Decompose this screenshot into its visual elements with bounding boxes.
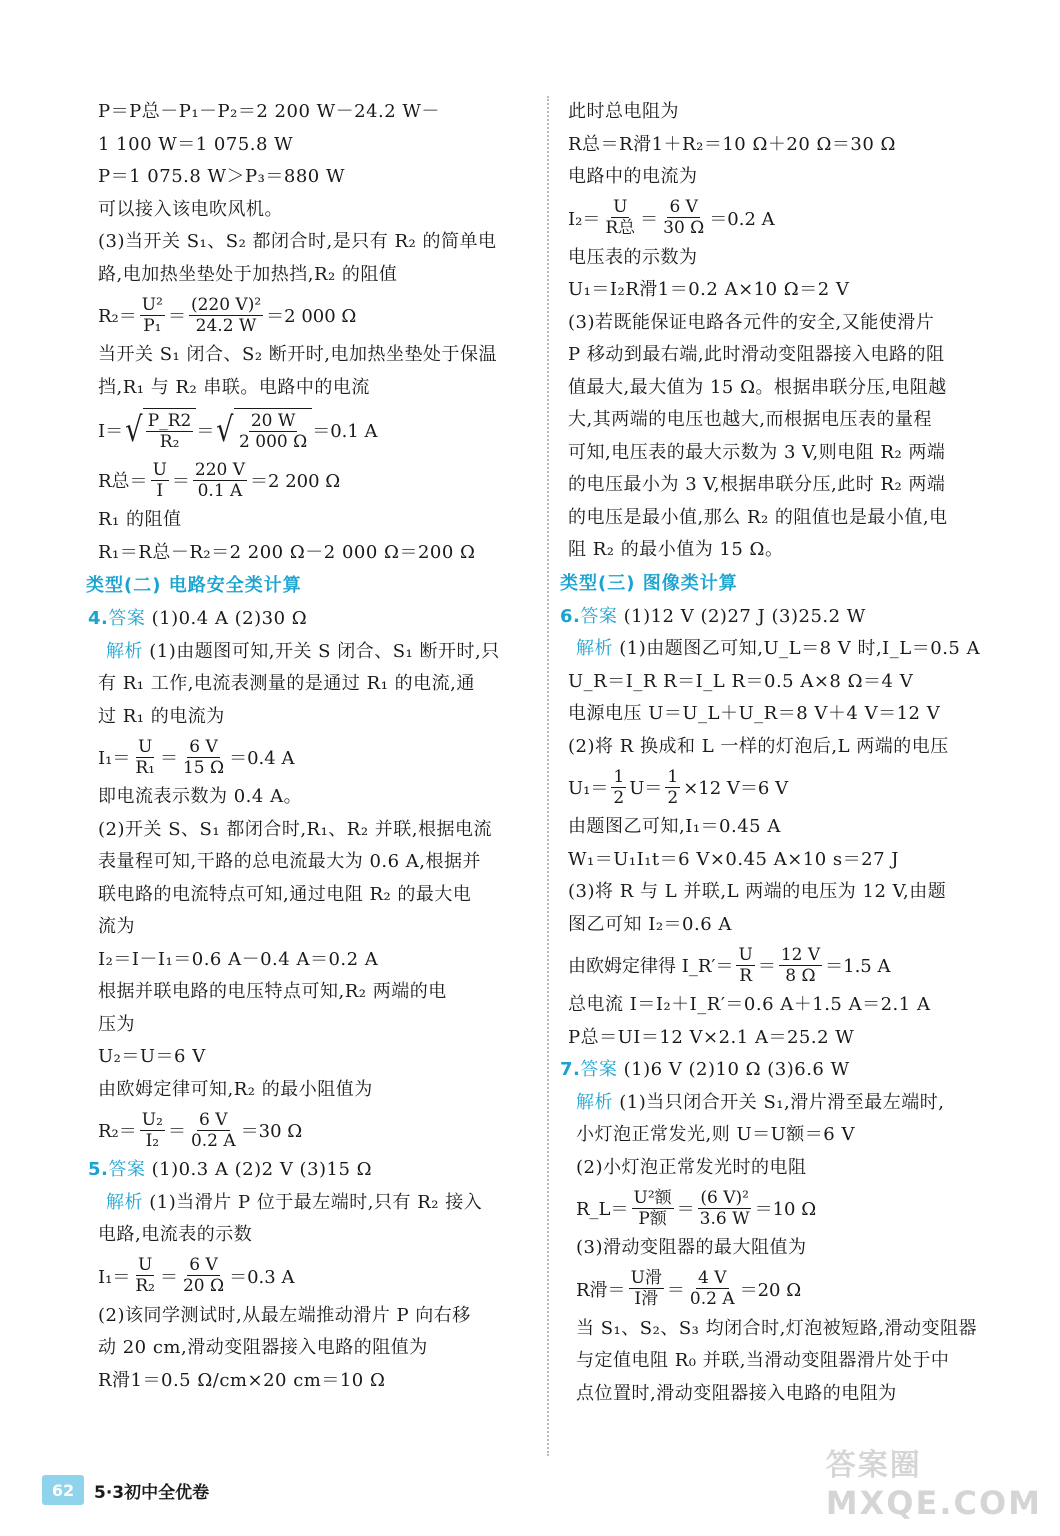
question-number: 7. bbox=[560, 1059, 581, 1080]
formula bbox=[568, 941, 1008, 989]
answer-text: (1)0.3 A (2)2 V (3)15 Ω bbox=[145, 1159, 373, 1180]
text-line: R₁ 的阻值 bbox=[98, 509, 182, 530]
fraction bbox=[133, 1255, 157, 1296]
text-line: P＝P总－P₁－P₂＝2 200 W－24.2 W－ bbox=[98, 101, 440, 122]
analysis-tag: 解析 bbox=[576, 1091, 613, 1113]
fraction bbox=[146, 411, 194, 452]
numerator: 1 bbox=[613, 766, 625, 787]
analysis-tag: 解析 bbox=[106, 640, 143, 662]
watermark-logo: 答案圈 bbox=[825, 1448, 922, 1483]
formula-rhs: ＝2 200 Ω bbox=[250, 471, 341, 492]
answer-tag: 答案 bbox=[108, 1159, 146, 1180]
formula bbox=[98, 1252, 530, 1300]
formula-lhs: U₁＝ bbox=[568, 778, 609, 799]
text-line: 由欧姆定律可知,R₂ 的最小阻值为 bbox=[98, 1078, 373, 1100]
fraction bbox=[237, 411, 309, 452]
text-line: 阻 R₂ 的最小值为 15 Ω。 bbox=[568, 539, 784, 560]
formula-lhs: 由欧姆定律得 I_R′＝ bbox=[568, 956, 734, 977]
text-line: U_R＝I_R R＝I_L R＝0.5 A×8 Ω＝4 V bbox=[568, 670, 914, 692]
text-line: 电路,电流表的示数 bbox=[98, 1224, 253, 1245]
analysis-line bbox=[568, 633, 1008, 666]
text-line: U₁＝I₂R滑1＝0.2 A×10 Ω＝2 V bbox=[568, 279, 850, 300]
question-number: 4. bbox=[88, 608, 109, 629]
numerator: (220 V)² bbox=[190, 294, 262, 315]
numerator: 1 bbox=[667, 766, 679, 787]
analysis-line bbox=[98, 636, 530, 669]
analysis-line bbox=[98, 1187, 530, 1220]
right-column bbox=[560, 96, 1008, 1410]
formula bbox=[98, 733, 530, 781]
numerator: U₂ bbox=[141, 1109, 163, 1130]
formula-rhs: ＝20 Ω bbox=[739, 1279, 802, 1301]
numerator: U bbox=[613, 197, 628, 217]
numerator: 12 V bbox=[780, 944, 821, 965]
denominator: 2 000 Ω bbox=[239, 432, 308, 452]
numerator: (6 V)² bbox=[700, 1187, 749, 1208]
text-line: (2)小灯泡正常发光时的电阻 bbox=[576, 1156, 807, 1178]
text-line: 的电压最小为 3 V,根据串联分压,此时 R₂ 两端 bbox=[568, 474, 946, 495]
denominator: 0.2 A bbox=[689, 1289, 735, 1309]
text-line: 由题图乙可知,I₁＝0.45 A bbox=[568, 816, 781, 837]
formula-rhs: ＝0.4 A bbox=[229, 748, 295, 769]
watermark-text: MXQE.COM bbox=[825, 1484, 1042, 1522]
denominator: I₂ bbox=[145, 1130, 160, 1151]
radicand bbox=[234, 408, 312, 452]
text-line: 电压表的示数为 bbox=[568, 246, 698, 268]
formula bbox=[98, 291, 530, 339]
text-line: 当 S₁、S₂、S₃ 均闭合时,灯泡被短路,滑动变阻器 bbox=[576, 1317, 978, 1339]
formula-rhs: ＝0.2 A bbox=[709, 208, 775, 230]
question-answer bbox=[88, 603, 530, 636]
question-number: 5. bbox=[88, 1159, 109, 1180]
numerator: P_R2 bbox=[147, 411, 192, 431]
formula bbox=[98, 456, 530, 504]
text-line: 根据并联电路的电压特点可知,R₂ 两端的电 bbox=[98, 981, 447, 1002]
question-answer bbox=[88, 1154, 530, 1187]
fraction bbox=[629, 1268, 664, 1309]
text-line: 图乙可知 I₂＝0.6 A bbox=[568, 913, 732, 935]
fraction bbox=[632, 1188, 674, 1229]
equals: ＝ bbox=[159, 1266, 178, 1288]
numerator: U²额 bbox=[633, 1187, 672, 1208]
denominator: I滑 bbox=[634, 1289, 659, 1309]
formula bbox=[568, 1265, 1008, 1313]
text-line: W₁＝U₁I₁t＝6 V×0.45 A×10 s＝27 J bbox=[568, 848, 900, 870]
numerator: U滑 bbox=[630, 1268, 662, 1288]
formula-lhs: R总＝ bbox=[98, 471, 148, 492]
formula bbox=[568, 763, 1008, 811]
text-line: 挡,R₁ 与 R₂ 串联。电路中的电流 bbox=[98, 376, 370, 398]
formula-lhs: R_L＝ bbox=[576, 1199, 629, 1220]
text-line: P总＝UI＝12 V×2.1 A＝25.2 W bbox=[568, 1026, 855, 1048]
equals: ＝ bbox=[757, 956, 776, 977]
denominator: R₂ bbox=[135, 1276, 155, 1296]
fraction bbox=[189, 295, 263, 336]
fraction bbox=[661, 197, 706, 238]
fraction bbox=[779, 945, 822, 986]
numerator: 6 V bbox=[189, 1255, 218, 1275]
text-line: R滑1＝0.5 Ω/cm×20 cm＝10 Ω bbox=[98, 1369, 386, 1391]
text-line: 的电压是最小值,那么 R₂ 的阻值也是最小值,电 bbox=[568, 506, 948, 528]
text-line: (2)开关 S、S₁ 都闭合时,R₁、R₂ 并联,根据电流 bbox=[98, 818, 493, 840]
question-number: 6. bbox=[560, 605, 581, 627]
equals: ＝ bbox=[159, 748, 178, 769]
denominator: 3.6 W bbox=[699, 1208, 750, 1229]
text-line: 小灯泡正常发光,则 U＝U额＝6 V bbox=[576, 1124, 855, 1145]
analysis-tag: 解析 bbox=[106, 1191, 143, 1213]
text-line: R总＝R滑1＋R₂＝10 Ω＋20 Ω＝30 Ω bbox=[568, 133, 896, 155]
text-line: 即电流表示数为 0.4 A。 bbox=[98, 786, 303, 807]
formula-lhs: R₂＝ bbox=[98, 1121, 137, 1142]
sqrt bbox=[123, 408, 196, 452]
formula-lhs: R₂＝ bbox=[98, 306, 137, 327]
numerator: 4 V bbox=[698, 1268, 727, 1288]
text-line: 电源电压 U＝U_L＋U_R＝8 V＋4 V＝12 V bbox=[568, 703, 941, 724]
denominator: P额 bbox=[638, 1208, 667, 1229]
fraction bbox=[181, 1255, 226, 1296]
numerator: U² bbox=[141, 294, 163, 315]
numerator: 20 W bbox=[250, 411, 296, 431]
denominator: 20 Ω bbox=[182, 1276, 225, 1296]
formula-lhs: R滑＝ bbox=[576, 1279, 626, 1301]
analysis-text: (1)当滑片 P 位于最左端时,只有 R₂ 接入 bbox=[143, 1191, 483, 1213]
analysis-text: (1)当只闭合开关 S₁,滑片滑至最左端时, bbox=[613, 1091, 945, 1113]
equals: ＝ bbox=[666, 1279, 685, 1301]
text-line: 点位置时,滑动变阻器接入电路的电阻为 bbox=[576, 1382, 897, 1404]
denominator: 2 bbox=[613, 787, 625, 808]
question-answer bbox=[560, 601, 1008, 634]
text-line: 电路中的电流为 bbox=[568, 166, 698, 187]
text-line: 与定值电阻 R₀ 并联,当滑动变阻器滑片处于中 bbox=[576, 1350, 950, 1371]
text-line: (2)该同学测试时,从最左端推动滑片 P 向右移 bbox=[98, 1304, 471, 1326]
text-line: 值最大,最大值为 15 Ω。根据串联分压,电阻越 bbox=[568, 376, 947, 398]
denominator: 15 Ω bbox=[182, 757, 225, 778]
text-line: I₂＝I－I₁＝0.6 A－0.4 A＝0.2 A bbox=[98, 948, 379, 970]
equals: ＝ bbox=[167, 306, 186, 327]
text-line: 当开关 S₁ 闭合、S₂ 断开时,电加热坐垫处于保温 bbox=[98, 344, 497, 365]
numerator: U bbox=[137, 736, 153, 757]
answer-text: (1)0.4 A (2)30 Ω bbox=[145, 608, 308, 629]
denominator: R₂ bbox=[159, 432, 180, 452]
fraction bbox=[133, 737, 157, 778]
denominator: R bbox=[739, 965, 753, 986]
formula-rhs: ×12 V＝6 V bbox=[683, 778, 789, 799]
formula-rhs: ＝0.3 A bbox=[229, 1266, 295, 1288]
fraction bbox=[665, 767, 680, 808]
book-title: 5·3初中全优卷 bbox=[94, 1482, 210, 1503]
denominator: 30 Ω bbox=[663, 218, 705, 238]
text-line: P＝1 075.8 W＞P₃＝880 W bbox=[98, 166, 345, 187]
denominator: 0.1 A bbox=[197, 480, 243, 501]
sqrt bbox=[214, 408, 312, 452]
text-line: 1 100 W＝1 075.8 W bbox=[98, 133, 294, 155]
analysis-text: (1)由题图可知,开关 S 闭合、S₁ 断开时,只 bbox=[143, 640, 500, 662]
numerator: 6 V bbox=[669, 197, 698, 217]
section-heading: 类型(二) 电路安全类计算 bbox=[86, 575, 302, 596]
text-line: 总电流 I＝I₂＋I_R′＝0.6 A＋1.5 A＝2.1 A bbox=[568, 994, 931, 1015]
equals: ＝ bbox=[640, 208, 659, 230]
fraction bbox=[140, 295, 165, 336]
denominator: 24.2 W bbox=[195, 315, 257, 336]
formula-lhs: I₂＝ bbox=[568, 208, 601, 230]
text-line: 过 R₁ 的电流为 bbox=[98, 705, 225, 727]
watermark bbox=[826, 1440, 1042, 1522]
formula-lhs: I₁＝ bbox=[98, 1266, 131, 1288]
text-line: (3)若既能保证电路各元件的安全,又能使滑片 bbox=[568, 311, 935, 333]
formula-lhs: I₁＝ bbox=[98, 748, 131, 769]
denominator: 8 Ω bbox=[785, 965, 816, 986]
denominator: 2 bbox=[667, 787, 679, 808]
text-line: U₂＝U＝6 V bbox=[98, 1046, 206, 1067]
fraction bbox=[611, 767, 626, 808]
text-line: (2)将 R 换成和 L 一样的灯泡后,L 两端的电压 bbox=[568, 735, 949, 757]
text-line: (3)当开关 S₁、S₂ 都闭合时,是只有 R₂ 的简单电 bbox=[98, 231, 497, 252]
numerator: 6 V bbox=[199, 1109, 228, 1130]
text-line: R₁＝R总－R₂＝2 200 Ω－2 000 Ω＝200 Ω bbox=[98, 541, 476, 563]
denominator: 0.2 A bbox=[190, 1130, 236, 1151]
fraction bbox=[688, 1268, 737, 1309]
fraction bbox=[736, 945, 754, 986]
text-line: (3)滑动变阻器的最大阻值为 bbox=[576, 1237, 807, 1258]
text-line: 表量程可知,干路的总电流最大为 0.6 A,根据并 bbox=[98, 851, 482, 872]
left-column bbox=[86, 96, 530, 1397]
equals: ＝ bbox=[676, 1199, 695, 1220]
radicand bbox=[143, 408, 197, 452]
analysis-text: (1)由题图乙可知,U_L＝8 V 时,I_L＝0.5 A bbox=[613, 638, 981, 659]
equals: ＝ bbox=[167, 1121, 186, 1142]
text-line: 联电路的电流特点可知,通过电阻 R₂ 的最大电 bbox=[98, 883, 472, 905]
fraction bbox=[698, 1188, 752, 1229]
radical-sign: √ bbox=[216, 410, 234, 450]
numerator: U bbox=[738, 944, 753, 965]
answer-tag: 答案 bbox=[108, 608, 146, 629]
fraction bbox=[189, 1110, 238, 1151]
formula-rhs: ＝2 000 Ω bbox=[266, 306, 357, 327]
denominator: I bbox=[156, 480, 164, 501]
numerator: 220 V bbox=[194, 459, 246, 480]
formula bbox=[98, 404, 530, 456]
answer-text: (1)6 V (2)10 Ω (3)6.6 W bbox=[617, 1059, 850, 1080]
text-line: P 移动到最右端,此时滑动变阻器接入电路的阻 bbox=[568, 344, 945, 365]
fraction bbox=[140, 1110, 165, 1151]
text-line: (3)将 R 与 L 并联,L 两端的电压为 12 V,由题 bbox=[568, 881, 947, 902]
column-divider bbox=[547, 96, 549, 1456]
formula bbox=[568, 1184, 1008, 1232]
text-line: 此时总电阻为 bbox=[568, 101, 679, 122]
formula-lhs: I＝ bbox=[98, 421, 124, 442]
section-heading: 类型(三) 图像类计算 bbox=[560, 572, 738, 594]
formula-rhs: ＝10 Ω bbox=[754, 1199, 817, 1220]
text-line: 动 20 cm,滑动变阻器接入电路的阻值为 bbox=[98, 1337, 428, 1358]
text-line: 大,其两端的电压也越大,而根据电压表的量程 bbox=[568, 409, 932, 430]
radical-sign: √ bbox=[125, 410, 143, 450]
formula bbox=[98, 1106, 530, 1154]
page-footer bbox=[42, 1475, 209, 1505]
numerator: 6 V bbox=[189, 736, 218, 757]
analysis-tag: 解析 bbox=[576, 638, 613, 659]
fraction bbox=[193, 460, 247, 501]
fraction bbox=[151, 460, 169, 501]
text-line: 流为 bbox=[98, 916, 135, 937]
analysis-line bbox=[568, 1087, 1008, 1120]
denominator: R₁ bbox=[135, 757, 155, 778]
text-line: 路,电加热坐垫处于加热挡,R₂ 的阻值 bbox=[98, 263, 398, 285]
equals: ＝ bbox=[171, 471, 190, 492]
denominator: R总 bbox=[605, 218, 636, 238]
formula-rhs: ＝30 Ω bbox=[240, 1121, 303, 1142]
text-line: 压为 bbox=[98, 1013, 135, 1035]
answer-text: (1)12 V (2)27 J (3)25.2 W bbox=[617, 605, 866, 627]
text-line: 可以接入该电吹风机。 bbox=[98, 198, 283, 220]
page-number: 62 bbox=[42, 1475, 84, 1505]
denominator: P₁ bbox=[143, 315, 162, 336]
fraction bbox=[603, 197, 637, 238]
answer-tag: 答案 bbox=[580, 605, 618, 627]
fraction bbox=[181, 737, 226, 778]
text-line: 可知,电压表的最大示数为 3 V,则电阻 R₂ 两端 bbox=[568, 441, 946, 463]
numerator: U bbox=[152, 459, 167, 480]
formula-rhs: ＝1.5 A bbox=[825, 956, 891, 977]
formula-rhs: ＝0.1 A bbox=[312, 421, 378, 442]
text-line: 有 R₁ 工作,电流表测量的是通过 R₁ 的电流,通 bbox=[98, 673, 475, 694]
numerator: U bbox=[137, 1255, 153, 1275]
answer-tag: 答案 bbox=[580, 1059, 618, 1080]
question-answer bbox=[560, 1054, 1008, 1087]
formula bbox=[568, 194, 1008, 242]
equals: ＝ bbox=[196, 421, 215, 442]
formula-mid: U＝ bbox=[629, 778, 663, 799]
